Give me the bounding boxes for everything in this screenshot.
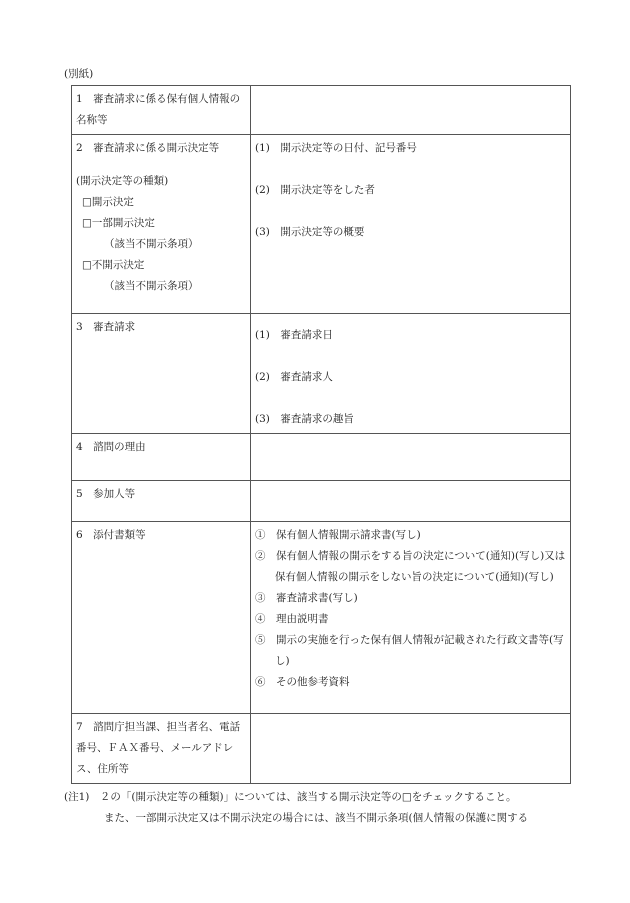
table-row (72, 86, 571, 135)
option-partial-clause: （該当不開示条項） (104, 238, 199, 250)
row2-label-cell (72, 135, 251, 314)
row2-item-3: (3) 開示決定等の概要 (255, 226, 365, 238)
option-open: □開示決定 (82, 196, 134, 208)
option-nondisclosure: □不開示決定 (82, 259, 145, 271)
row7-label: 7 諮問庁担当課、担当者名、電話番号、ＦＡＸ番号、メールアドレス、住所等 (72, 714, 251, 784)
form-table (71, 85, 571, 784)
list-item: ⑥ その他参考資料 (255, 676, 350, 688)
row5-value (251, 481, 571, 522)
option-partial: □一部開示決定 (82, 217, 155, 229)
list-item: ④ 理由説明書 (255, 613, 329, 625)
table-row (72, 434, 571, 481)
row7-value (251, 714, 571, 784)
row3-item-3: (3) 審査請求の趣旨 (255, 413, 354, 425)
page-label: (別紙) (64, 68, 94, 80)
list-item: ② 保有個人情報の開示をする旨の決定について(通知)(写し)又は保有個人情報の開示をしない旨の決定について(通知)(写し) (255, 550, 566, 583)
list-item: ① 保有個人情報開示請求書(写し) (255, 529, 421, 541)
list-item: ③ 審査請求書(写し) (255, 592, 358, 604)
row1-label: 1 審査請求に係る保有個人情報の名称等 (72, 86, 251, 135)
row3-label: 3 審査請求 (72, 314, 251, 434)
row5-label: 5 参加人等 (72, 481, 251, 522)
row2-item-1: (1) 開示決定等の日付、記号番号 (255, 142, 417, 154)
attachment-list (255, 525, 566, 693)
row2-label: 2 審査請求に係る開示決定等 (76, 142, 220, 154)
row6-label: 6 添付書類等 (72, 522, 251, 714)
row2-item-2: (2) 開示決定等をした者 (255, 184, 375, 196)
row3-value-cell (251, 314, 571, 434)
row1-value (251, 86, 571, 135)
option-nondisclosure-clause: （該当不開示条項） (104, 280, 199, 292)
table-row (72, 522, 571, 714)
table-row (72, 135, 571, 314)
type-heading: (開示決定等の種類) (76, 175, 169, 187)
note-line-2: また、一部開示決定又は不開示決定の場合には、該当不開示条項(個人情報の保護に関する (104, 812, 529, 824)
note-line-1: (注1) ２の「(開示決定等の種類)」については、該当する開示決定等の□をチェックすること。 (64, 791, 517, 803)
row4-label: 4 諮問の理由 (72, 434, 251, 481)
table-row (72, 314, 571, 434)
row3-item-2: (2) 審査請求人 (255, 371, 333, 383)
row3-item-1: (1) 審査請求日 (255, 329, 333, 341)
row2-value-cell (251, 135, 571, 314)
row6-value-cell (251, 522, 571, 714)
row4-value (251, 434, 571, 481)
list-item: ⑤ 開示の実施を行った保有個人情報が記載された行政文書等(写し) (255, 634, 564, 667)
table-row (72, 714, 571, 784)
table-row (72, 481, 571, 522)
